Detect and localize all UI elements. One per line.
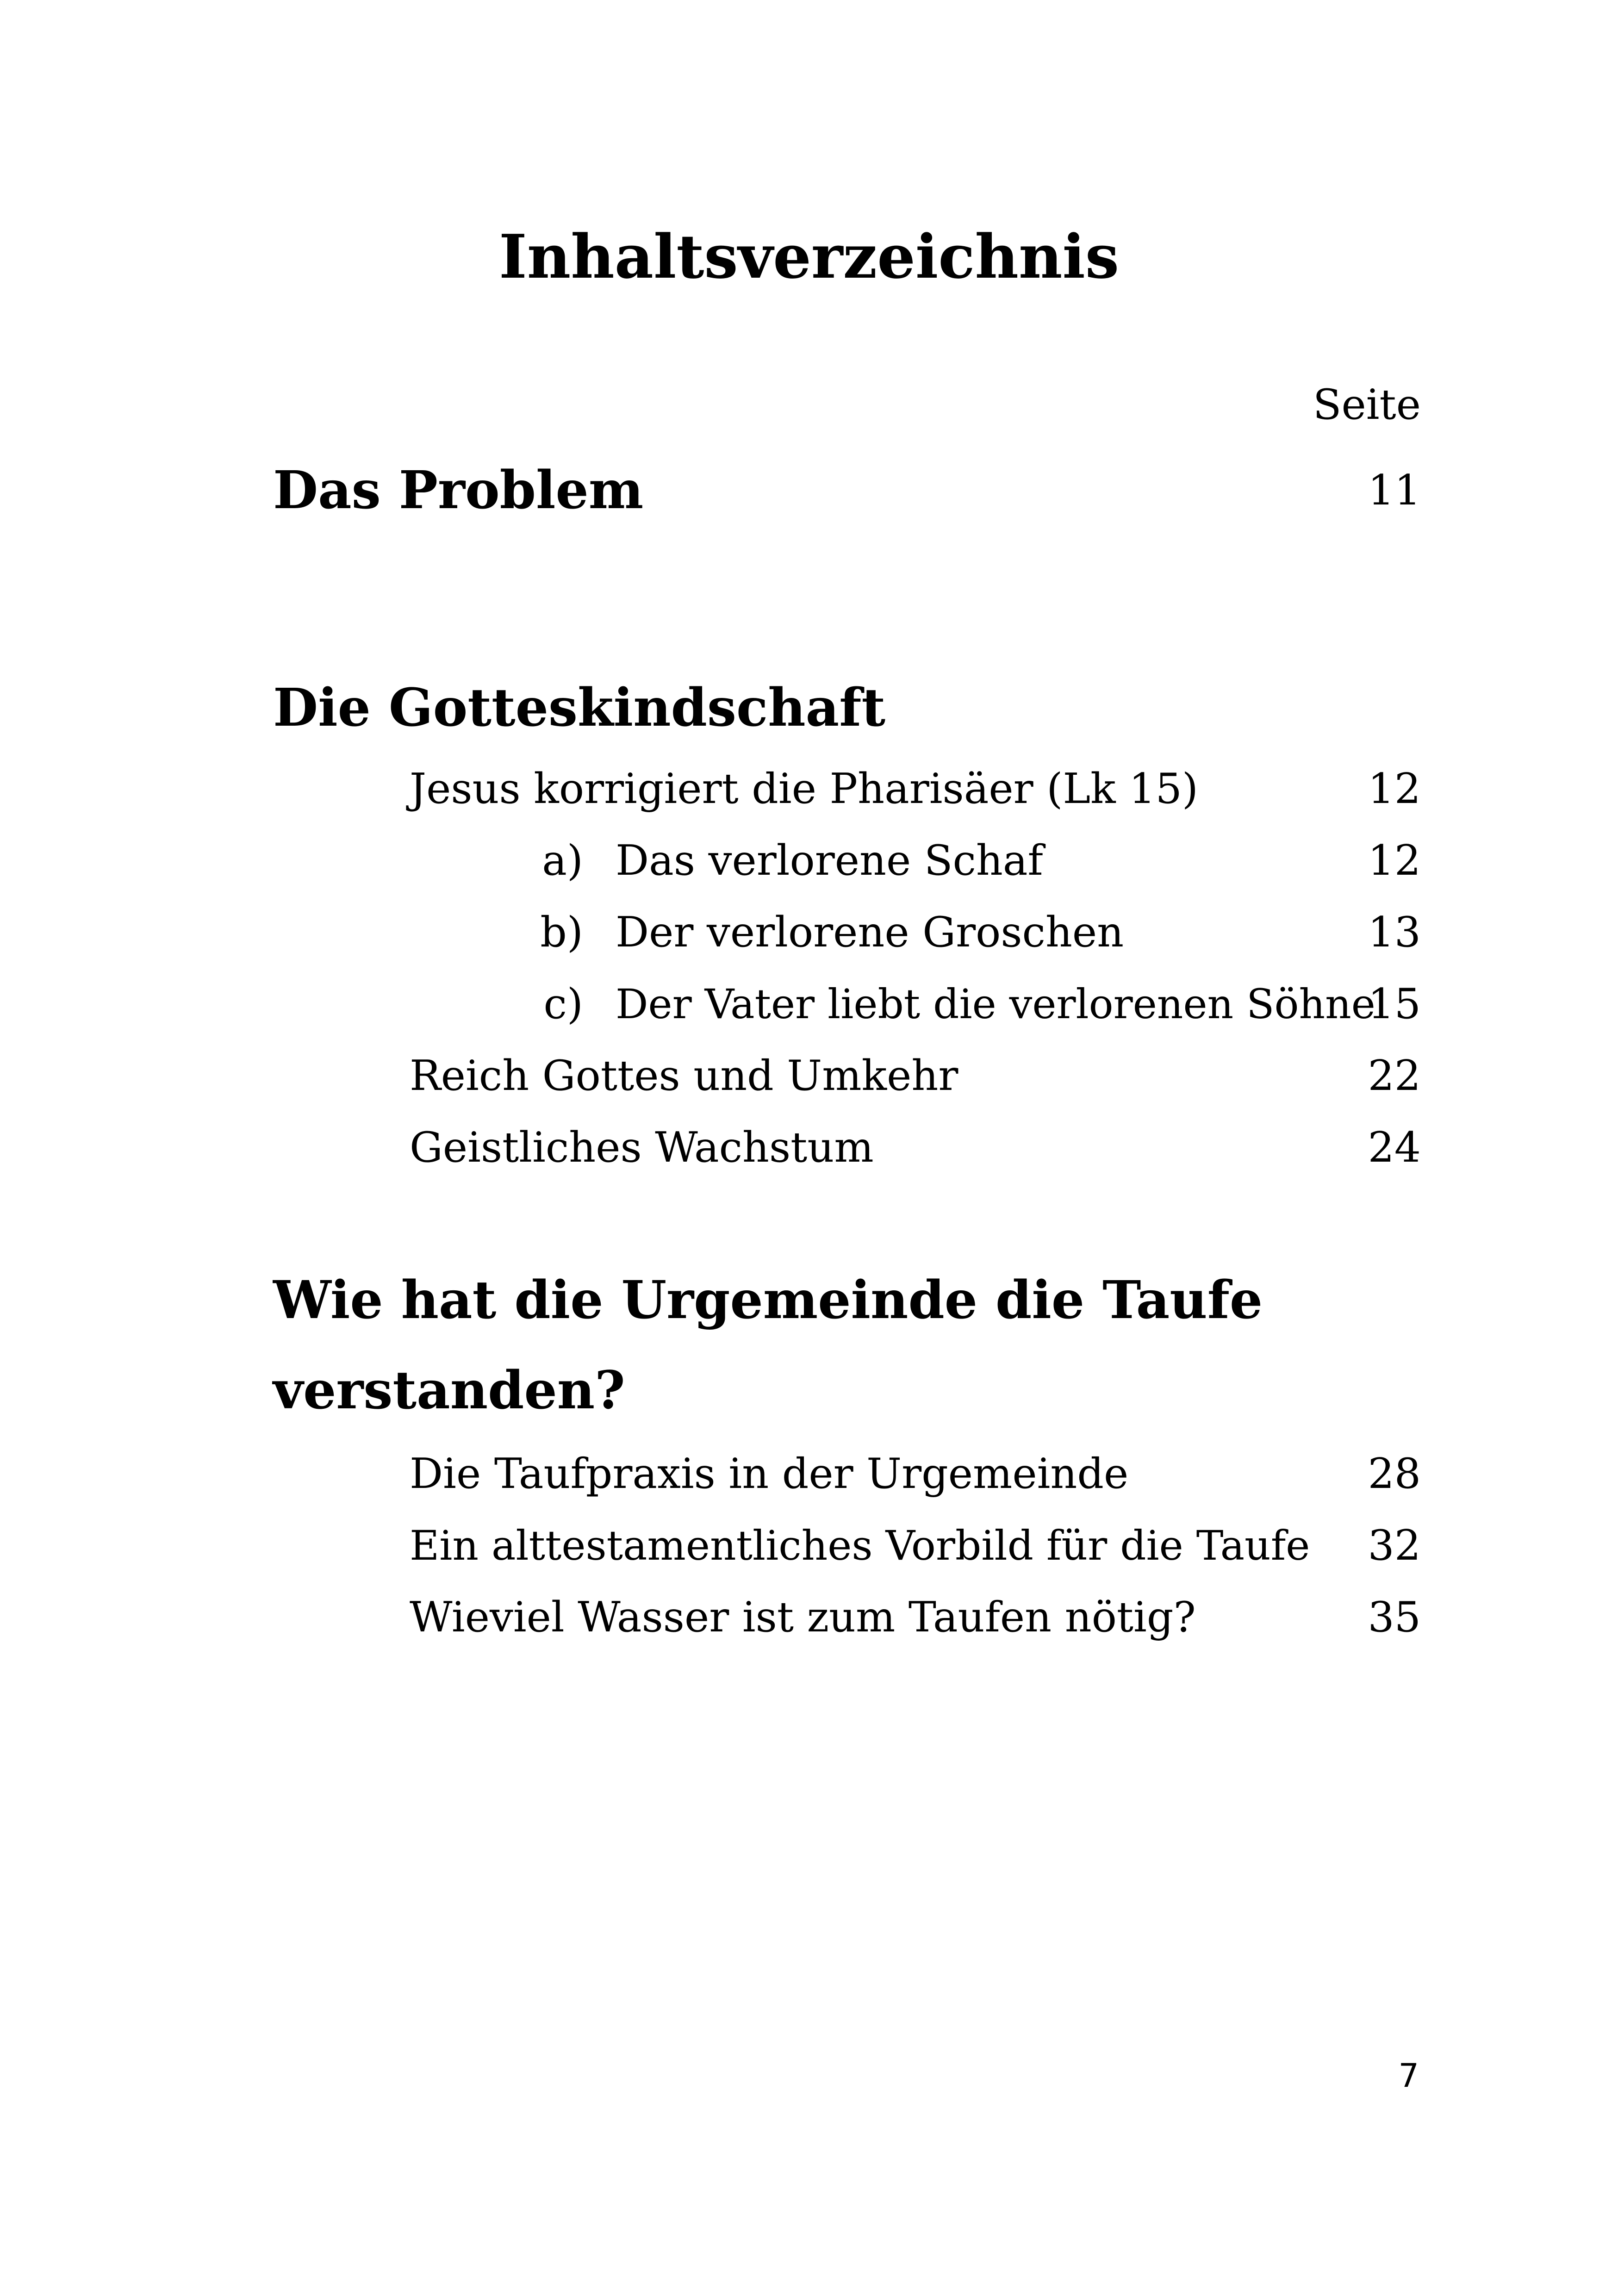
toc-entry-page: 12 — [1368, 765, 1421, 813]
section-title-urgemeinde-line2: verstanden? — [273, 1360, 625, 1421]
toc-subentry: Der verlorene Groschen — [616, 908, 1124, 957]
toc-entry: Wieviel Wasser ist zum Taufen nötig? — [410, 1593, 1196, 1642]
toc-entry-page: 28 — [1368, 1450, 1421, 1498]
toc-entry-page: 24 — [1368, 1123, 1421, 1172]
toc-entry: Ein alttestamentliches Vorbild für die Taufe — [410, 1522, 1310, 1569]
toc-subentry-marker: a) — [542, 836, 583, 885]
section-title-urgemeinde-line1: Wie hat die Urgemeinde die Taufe — [273, 1270, 1263, 1331]
toc-entry-page: 22 — [1368, 1052, 1421, 1100]
toc-subentry: Der Vater liebt die verlorenen Söhne — [616, 980, 1375, 1028]
section-title-gotteskindschaft: Die Gotteskindschaft — [273, 678, 886, 738]
toc-entry: Reich Gottes und Umkehr — [410, 1052, 958, 1100]
toc-entry-page: 32 — [1368, 1521, 1421, 1570]
toc-subentry-marker: b) — [540, 908, 583, 957]
toc-subentry-marker: c) — [543, 980, 583, 1028]
toc-entry: Die Taufpraxis in der Urgemeinde — [410, 1450, 1129, 1498]
toc-subentry-page: 12 — [1368, 836, 1421, 885]
toc-subentry-page: 13 — [1368, 908, 1421, 957]
toc-title: Inhaltsverzeichnis — [498, 221, 1120, 292]
toc-entry-page: 35 — [1368, 1593, 1421, 1642]
toc-subentry: Das verlorene Schaf — [616, 836, 1043, 885]
toc-entry: Geistliches Wachstum — [410, 1123, 874, 1172]
page-number: 7 — [1398, 2057, 1419, 2095]
toc-entry: Jesus korrigiert die Pharisäer (Lk 15) — [410, 765, 1198, 813]
toc-subentry-page: 15 — [1368, 980, 1421, 1028]
section-page-problem: 11 — [1368, 466, 1421, 515]
section-title-problem: Das Problem — [273, 460, 644, 521]
page-column-label: Seite — [1313, 380, 1421, 429]
